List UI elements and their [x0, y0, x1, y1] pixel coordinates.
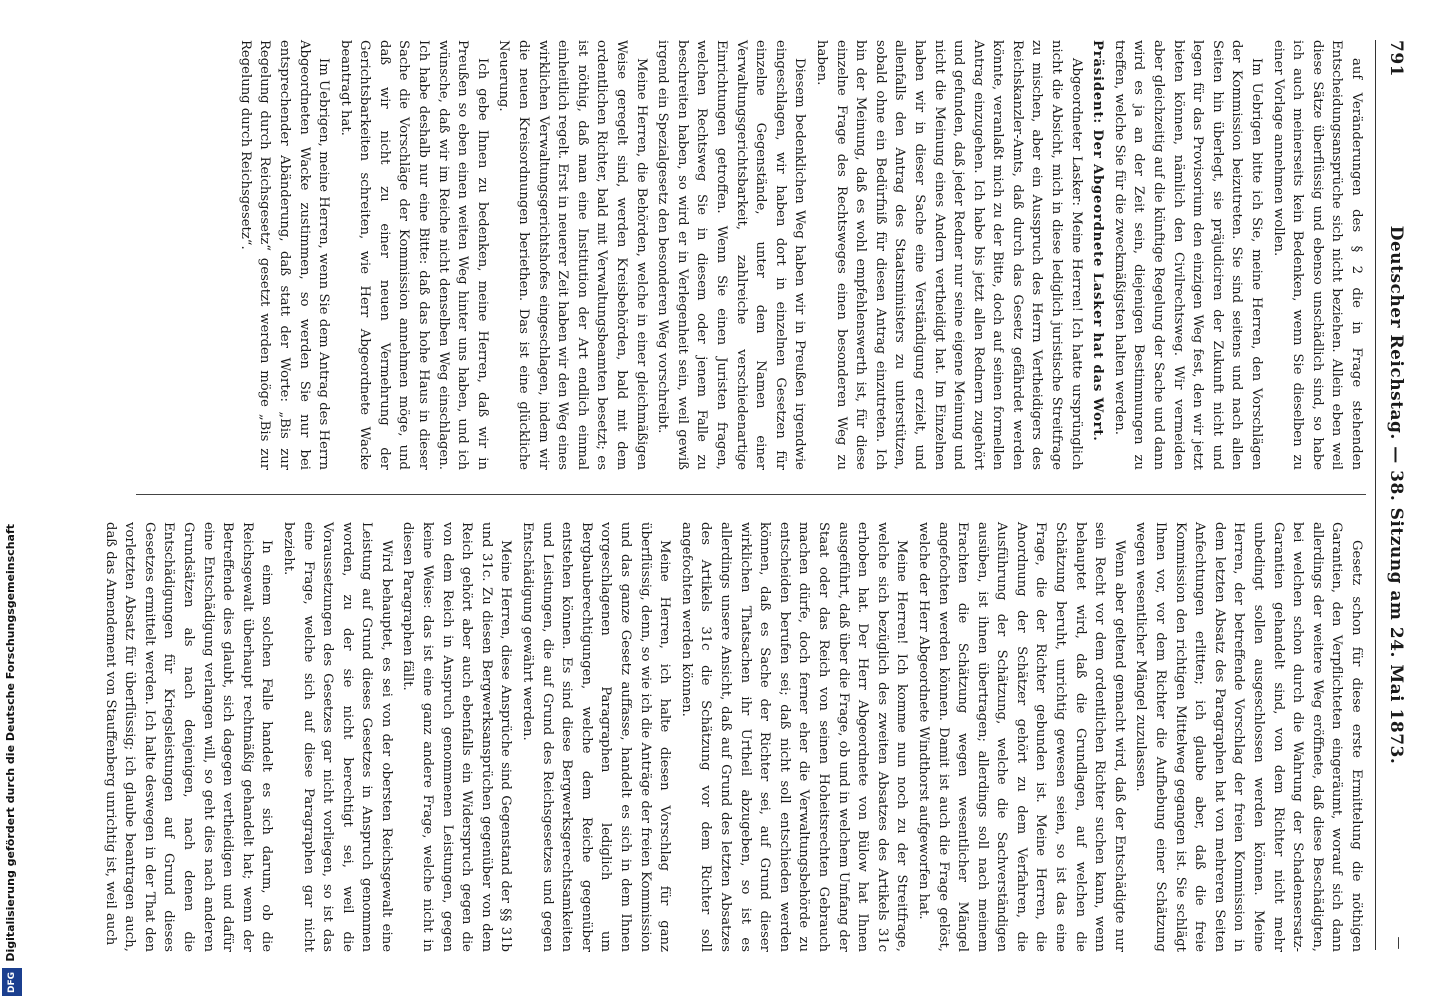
rotated-document-page [32, 0, 1432, 1000]
paragraph: Meine Herren, diese Ansprüche sind Gegenstand der §§ 31b und 31c. Zu diesen Bergwerksansprüchen gegenüber von dem Reich gehört aber auch ebenfalls ein Widerspruch gegen die von dem Reich in Anspruch genommenen Leistungen, gegen keine Weise: das ist eine ganz andere Frage, welche nicht in diesen Paragraphen fällt. [400, 522, 514, 952]
paragraph: Gesetz schon für diese erste Ermittelung die nöthigen Garantien, den Verpflichteten eingeräumt, worauf sich dann allerdings der weitere Weg eröffnete, daß diese Beschädigten, bei welchen schon durch die Wahrung der Schadensersatz-Garantien gehandelt sind, von dem Richter nicht mehr unbedingt sollen ausgeschlossen werden können. Meine Herren, der betreffende Vorschlag der freien Kommission in dem letzten Absatz des Paragraphen hat von mehreren Seiten Anfechtungen erlitten; ich glaube aber, daß die freie Kommission den richtigen Mittelweg gegangen ist. Sie schlägt Ihnen vor, vor dem Richter die Aufhebung einer Schätzung wegen wesentlicher Mängel zuzulassen. [1133, 522, 1364, 952]
paragraph: Ich gebe Ihnen zu bedenken, meine Herren, daß wir in Preußen so eben einen weiten Weg hinter uns haben, und ich wünsche, daß wir im Reiche nicht denselben Weg einschlagen. Ich habe deshalb nur eine Bitte: daß das hohe Haus in dieser Sache die Vorschläge der Kommission annehmen möge, und daß wir nicht zu einer neuen Vermehrung der Gerichtsbarkeiten schreiten, wie Herr Abgeordnete Wacke beantragt hat. [337, 40, 490, 470]
digitization-credit-text: Digitalisierung gefördert durch die Deutsche Forschungsgemeinschaft [4, 524, 17, 962]
paragraph: Diesem bedenklichen Weg haben wir in Preußen irgendwie eingeschlagen, wir haben dort in einzelnen Gesetzen für einzelne Gegenstände, unter dem Namen einer Verwaltungsgerichtsbarkeit, zahlreiche verschiedenartige Einrichtungen getroffen. Wenn Sie einen Juristen fragen, welchen Rechtsweg Sie in diesem oder jenem Falle zu beschreiten haben, so wird er in Verlegenheit sein, weil gewiß irgend ein Spezialgesetz den besonderen Weg vorschreibt. [655, 40, 808, 470]
paragraph: Im Uebrigen bitte ich Sie, meine Herren, den Vorschlägen der Kommission beizutreten. Sie sind seitens und nach allen Seiten hin überlegt, sie präjudiciren der Zukunft nicht und legen für das Provisorium den einzigen Weg fest, den wir jetzt bieten können, nämlich den Civilrechtsweg. Wir vermeiden aber gleichzeitig auf die künftige Regelung der Sache und dann wird es ja an der Zeit sein, diejenigen Bestimmungen zu treffen, welche Sie für die zweckmäßigsten halten werden. [1111, 40, 1265, 470]
left-text-column [136, 40, 1366, 470]
paragraph: Abgeordneter Lasker: Meine Herren! Ich hatte ursprünglich nicht die Absicht, mich in diese lediglich juristische Streitfrage zu mischen, aber ein Ausspruch des Herrn Vertheidigers des Reichskanzler-Amts, daß durch das Gesetz gefährdet werden könnte, veranlaßt mich zu der Bitte, doch auf seinen formellen Antrag einzugehen. Ich habe bis jetzt allen Rednern zugehört und gefunden, daß jeder Redner nur seine eigene Meinung und nicht die Meinung eines Andern vertheidigt hat. Im Einzelnen haben wir in dieser Sache eine Verständigung erzielt, und allenfalls den Antrag des Staatsministers zu unterstützen, sobald ohne ein Bedürfniß für diesen Antrag einzutreten. Ich bin der Meinung, daß es wohl empfehlenswerth ist, für diese einzelne Frage des Rechtsweges einen besonderen Weg zu haben. [813, 40, 1084, 470]
page-header [1380, 40, 1406, 950]
page-number: 791 [1386, 40, 1406, 77]
corner-mark: — [1391, 936, 1406, 950]
paragraph: In einem solchen Falle handelt es sich darum, ob die Reichsgewalt überhaupt rechtmäßig gehandelt hat; wenn der Betreffende dies glaubt, sich dagegen vertheidigen und dafür eine Entschädigung verlangen will, so geht dies nach anderen Grundsätzen als nach denjenigen, nach denen die Entschädigungen für Kriegsleistungen auf Grund dieses Gesetzes ermittelt werden. Ich halte deswegen in der That den vorletzten Absatz für überflüssig; ich glaube beantragen auch, daß das Amendement von Stauffenberg unrichtig ist, weil auch [102, 522, 275, 952]
dfg-logo-icon: DFG [2, 968, 22, 996]
paragraph: Meine Herren, ich halte diesen Vorschlag für ganz überflüssig, denn, so wie ich die Anträge der freien Kommission und das ganze Gesetz auffasse, handelt es sich in dem Ihnen vorgeschlagenen Paragraphen lediglich um Bergbauberechtigungen, welche dem Reiche gegenüber entstehen können. Es sind diese Bergwerksgerechtsamkeiten und Leistungen, die auf Grund des Reichsgesetzes und gegen Entschädigung gewährt werden. [520, 522, 673, 952]
speaker-line: Präsident: Der Abgeordnete Lasker hat das Wort. [1090, 40, 1106, 442]
paragraph: Wird behauptet, es sei von der obersten Reichsgewalt eine Leistung auf Grund dieses Gesetzes in Anspruch genommen worden, zu der sie nicht berechtigt sei, weil die Voraussetzungen des Gesetzes gar nicht vorliegen, so ist das eine Frage, welche sich auf diese Paragraphen gar nicht bezieht. [280, 522, 394, 952]
running-title: Deutscher Reichstag. — 38. Sitzung am 24. Mai 1873. [1386, 225, 1406, 765]
paragraph: Im Uebrigen, meine Herren, wenn Sie dem Antrag des Herrn Abgeordneten Wacke zustimmen, so werden Sie nur bei entsprechender Abänderung, daß statt der Worte: „Bis zur Regelung durch Reichsgesetz“ gesetzt werden möge „Bis zur Regelung durch Reichsgesetz“. [237, 40, 332, 470]
paragraph: Meine Herren, die Behörden, welche in einer gleichmäßigen Weise geregelt sind, werden Kreisbehörden, bald mit dem ordentlichen Richter, bald mit Verwaltungsbeamten besetzt; es ist nöthig, daß man eine Institution der Art endlich einmal einheitlich regelt. Erst in neuerer Zeit haben wir den Weg eines wirklichen Verwaltungsgerichtshofes eingeschlagen, indem wir die neuen Kreisordnungen beriethen. Das ist eine glückliche Neuerung. [496, 40, 649, 470]
right-text-column [102, 522, 1366, 952]
paragraph: auf Veränderungen des § 2 die in Frage stehenden Entscheidungsansprüche sich nicht beziehen. Allein eben weil diese Sätze überflüssig und ebenso unschädlich sind, so habe ich auch meinerseits kein Bedenken, wenn Sie dieselben zu einer Vorlage annehmen wollen. [1270, 40, 1364, 470]
digitization-credit-strip [0, 0, 24, 1000]
header-rule [1375, 40, 1376, 950]
paragraph: Meine Herren! Ich komme nun noch zu der Streitfrage, welche sich bezüglich des zweiten Absatzes des Artikels 31c erhoben hat. Der Herr Abgeordnete von Bülow hat Ihnen ausgeführt, daß über die Frage, ob und in welchem Umfang der Staat oder das Reich von seinen Hoheitsrechten Gebrauch machen dürfe, doch ferner eher die Verwaltungsbehörde zu entscheiden berufen sei; daß nicht soll entschieden werden können, daß es Sache der Richter sei, auf Grund dieser wirklichen Thatsachen ihr Urtheil abzugeben, so ist es allerdings unsere Ansicht, daß auf Grund des letzten Absatzes des Artikels 31c die Schätzung vor dem Richter soll angefochten werden können. [678, 522, 910, 952]
column-divider [136, 494, 1366, 495]
paragraph: Wenn aber geltend gemacht wird, daß der Entschädigte nur sein Recht vor dem ordentlichen Richter suchen kann, wenn behauptet wird, daß die Grundlagen, auf welchen die Schätzung beruht, unrichtig gewesen seien, so ist das eine Frage, die der Richter gebunden ist. Meine Herren, die Anordnung der Schätzer gehört zu dem Verfahren, die Ausführung der Schätzung, welche die Sachverständigen ausüben, ist ihnen übertragen; allerdings soll nach meinem Erachten die Schätzung wegen wesentlicher Mängel angefochten werden können. Damit ist auch die Frage gelöst, welche der Herr Abgeordnete Windthorst aufgeworfen hat. [915, 522, 1127, 952]
